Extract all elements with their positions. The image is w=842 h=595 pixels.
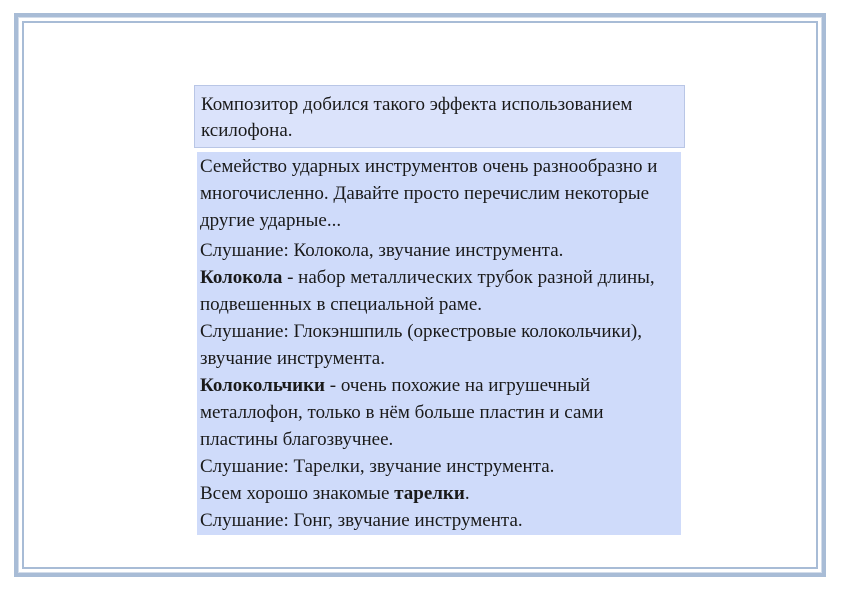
glockenspiel-description xyxy=(200,372,678,453)
listen-gong-line: Слушание: Гонг, звучание инструмента. xyxy=(200,510,523,531)
listen-bells-line: Слушание: Колокола, звучание инструмента. xyxy=(200,240,564,261)
glock-desc: - очень похожие на игрушечный металлофон, только в нём больше пластин и сами пластины благозвучнее. xyxy=(200,375,604,450)
bells-description xyxy=(200,264,678,318)
intro-text: Композитор добился такого эффекта использованием ксилофона. xyxy=(201,94,633,141)
listen-glockenspiel-line: Слушание: Глокэншпиль (оркестровые колокольчики), звучание инструмента. xyxy=(200,321,643,369)
cymbals-term: тарелки xyxy=(394,483,465,504)
bells-desc: - набор металлических трубок разной длины, подвешенных в специальной раме. xyxy=(200,267,655,315)
glock-term: Колокольчики xyxy=(200,375,326,396)
listen-cymbals-line: Слушание: Тарелки, звучание инструмента. xyxy=(200,456,555,477)
cymbals-description xyxy=(200,480,678,507)
paragraph-list xyxy=(200,237,678,534)
intro-text-box xyxy=(194,85,685,148)
main-text-box xyxy=(197,152,681,535)
paragraph-intro: Семейство ударных инструментов очень разнообразно и многочисленно. Давайте просто перечислим некоторые другие ударные... xyxy=(200,156,658,231)
cymbals-suffix: . xyxy=(464,483,470,504)
cymbals-prefix: Всем хорошо знакомые xyxy=(200,483,395,504)
bells-term: Колокола xyxy=(200,267,283,288)
